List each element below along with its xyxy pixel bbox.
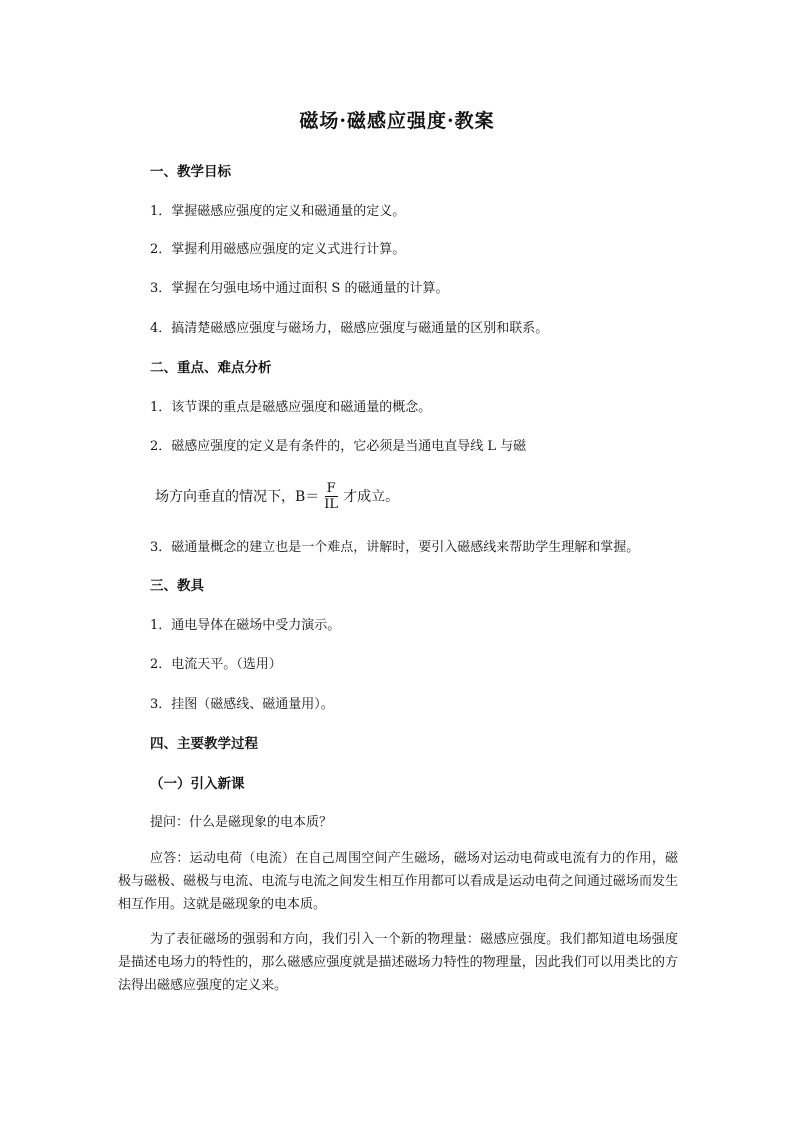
fraction-numerator: F xyxy=(326,480,336,496)
key-point-item-1: 1．该节课的重点是磁感应强度和磁通量的概念。 xyxy=(150,400,432,415)
key-point-item-2: 2．磁感应强度的定义是有条件的，它必须是当通电直导线 L 与磁 xyxy=(150,439,527,454)
teaching-aid-item-3: 3．挂图（磁感线、磁通量用）。 xyxy=(150,697,334,712)
key-point-item-2-continuation xyxy=(155,478,399,514)
section-heading-objectives: 一、教学目标 xyxy=(150,164,231,180)
objective-item-1: 1．掌握磁感应强度的定义和磁通量的定义。 xyxy=(150,204,406,219)
formula-lead-text: 场方向垂直的情况下，B＝ xyxy=(155,489,320,505)
section-heading-process: 四、主要教学过程 xyxy=(150,736,258,752)
formula-tail-text: 才成立。 xyxy=(343,489,400,505)
fraction-denominator: IL xyxy=(324,496,339,512)
subsection-heading-intro: （一）引入新课 xyxy=(150,776,245,792)
key-point-item-3: 3．磁通量概念的建立也是一个难点，讲解时，要引入磁感线来帮助学生理解和掌握。 xyxy=(150,540,640,555)
teaching-aid-item-1: 1．通电导体在磁场中受力演示。 xyxy=(150,618,341,633)
document-title: 磁场·磁感应强度·教案 xyxy=(299,110,495,132)
formula-fraction xyxy=(322,481,340,512)
question-text: 提问：什么是磁现象的电本质？ xyxy=(150,815,333,830)
section-heading-teaching-aids: 三、教具 xyxy=(150,578,204,594)
objective-item-3: 3．掌握在匀强电场中通过面积 S 的磁通量的计算。 xyxy=(150,281,449,296)
answer-paragraph: 应答：运动电荷（电流）在自己周围空间产生磁场，磁场对运动电荷或电流有力的作用，磁极与磁极、磁极与电流、电流与电流之间发生相互作用都可以看成是运动电荷之间通过磁场而发生相互作用。这就是磁现象的电本质。 xyxy=(118,851,678,912)
intro-paragraph: 为了表征磁场的强弱和方向，我们引入一个新的物理量：磁感应强度。我们都知道电场强度是描述电场力的特性的，那么磁感应强度就是描述磁场力特性的物理量，因此我们可以用类比的方法得出磁感应强度的定义来。 xyxy=(118,932,678,993)
objective-item-4: 4．搞清楚磁感应强度与磁场力，磁感应强度与磁通量的区别和联系。 xyxy=(150,321,549,336)
section-heading-key-points: 二、重点、难点分析 xyxy=(150,360,272,376)
objective-item-2: 2．掌握利用磁感应强度的定义式进行计算。 xyxy=(150,242,406,257)
teaching-aid-item-2: 2．电流天平。（选用） xyxy=(150,657,282,672)
